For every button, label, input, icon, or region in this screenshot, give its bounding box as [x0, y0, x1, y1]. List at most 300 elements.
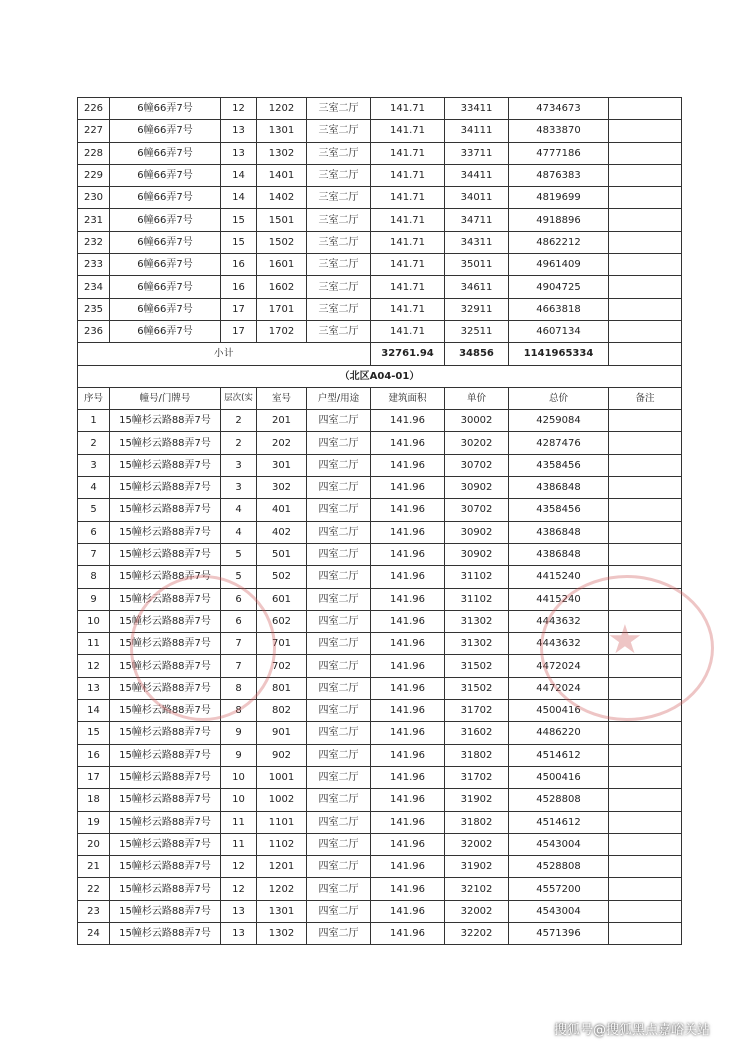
cell-area: 141.96	[371, 789, 445, 811]
cell-total: 4287476	[509, 432, 609, 454]
cell-type: 四室二厅	[307, 677, 371, 699]
cell-area: 141.71	[371, 142, 445, 164]
header-area: 建筑面积	[371, 387, 445, 409]
cell-note	[609, 521, 682, 543]
cell-note	[609, 811, 682, 833]
cell-total: 4415240	[509, 566, 609, 588]
cell-price: 34411	[445, 164, 509, 186]
cell-no: 228	[78, 142, 110, 164]
cell-bldg: 15幢杉云路88弄7号	[110, 432, 221, 454]
cell-price: 31602	[445, 722, 509, 744]
cell-price: 32002	[445, 833, 509, 855]
cell-area: 141.71	[371, 187, 445, 209]
cell-bldg: 6幢66弄7号	[110, 254, 221, 276]
cell-bldg: 15幢杉云路88弄7号	[110, 655, 221, 677]
cell-room: 1701	[257, 298, 307, 320]
cell-total: 4486220	[509, 722, 609, 744]
cell-no: 231	[78, 209, 110, 231]
cell-total: 4571396	[509, 922, 609, 944]
table-row	[78, 722, 682, 744]
cell-price: 31702	[445, 700, 509, 722]
cell-floor: 8	[221, 677, 257, 699]
cell-room: 602	[257, 610, 307, 632]
cell-area: 141.96	[371, 700, 445, 722]
cell-type: 四室二厅	[307, 410, 371, 432]
table-row	[78, 254, 682, 276]
cell-total: 4358456	[509, 454, 609, 476]
cell-type: 四室二厅	[307, 610, 371, 632]
cell-room: 1001	[257, 766, 307, 788]
cell-floor: 14	[221, 164, 257, 186]
cell-floor: 13	[221, 922, 257, 944]
cell-price: 32002	[445, 900, 509, 922]
cell-room: 1202	[257, 878, 307, 900]
cell-price: 31502	[445, 677, 509, 699]
cell-type: 四室二厅	[307, 766, 371, 788]
header-type: 户型/用途	[307, 387, 371, 409]
cell-room: 802	[257, 700, 307, 722]
cell-no: 10	[78, 610, 110, 632]
cell-floor: 10	[221, 766, 257, 788]
table-row	[78, 588, 682, 610]
cell-price: 31802	[445, 811, 509, 833]
cell-price: 31902	[445, 856, 509, 878]
table-row	[78, 164, 682, 186]
cell-total: 4472024	[509, 655, 609, 677]
cell-floor: 12	[221, 856, 257, 878]
cell-area: 141.71	[371, 254, 445, 276]
cell-floor: 8	[221, 700, 257, 722]
cell-room: 201	[257, 410, 307, 432]
cell-note	[609, 231, 682, 253]
cell-no: 226	[78, 98, 110, 120]
cell-total: 4500416	[509, 700, 609, 722]
cell-floor: 17	[221, 320, 257, 342]
cell-no: 4	[78, 477, 110, 499]
cell-total: 4543004	[509, 833, 609, 855]
seal-star-icon: ★	[607, 617, 643, 663]
cell-room: 1101	[257, 811, 307, 833]
cell-room: 301	[257, 454, 307, 476]
cell-room: 1602	[257, 276, 307, 298]
table-row	[78, 543, 682, 565]
cell-floor: 4	[221, 521, 257, 543]
cell-room: 1102	[257, 833, 307, 855]
cell-note	[609, 766, 682, 788]
price-table	[77, 97, 682, 945]
cell-no: 14	[78, 700, 110, 722]
cell-price: 31102	[445, 566, 509, 588]
cell-price: 33411	[445, 98, 509, 120]
cell-bldg: 6幢66弄7号	[110, 120, 221, 142]
cell-total: 4514612	[509, 744, 609, 766]
cell-price: 32102	[445, 878, 509, 900]
cell-total: 4443632	[509, 610, 609, 632]
cell-area: 141.71	[371, 320, 445, 342]
cell-no: 233	[78, 254, 110, 276]
cell-bldg: 6幢66弄7号	[110, 298, 221, 320]
cell-room: 902	[257, 744, 307, 766]
header-total: 总价	[509, 387, 609, 409]
cell-type: 三室二厅	[307, 276, 371, 298]
cell-total: 4876383	[509, 164, 609, 186]
cell-no: 17	[78, 766, 110, 788]
cell-total: 4862212	[509, 231, 609, 253]
cell-price: 30902	[445, 521, 509, 543]
cell-floor: 15	[221, 231, 257, 253]
cell-room: 1301	[257, 120, 307, 142]
cell-no: 7	[78, 543, 110, 565]
cell-room: 1302	[257, 142, 307, 164]
cell-floor: 12	[221, 878, 257, 900]
cell-room: 702	[257, 655, 307, 677]
cell-price: 34311	[445, 231, 509, 253]
cell-floor: 16	[221, 276, 257, 298]
cell-type: 三室二厅	[307, 298, 371, 320]
table-row	[78, 789, 682, 811]
cell-bldg: 6幢66弄7号	[110, 320, 221, 342]
cell-type: 四室二厅	[307, 633, 371, 655]
cell-total: 4443632	[509, 633, 609, 655]
cell-type: 四室二厅	[307, 477, 371, 499]
cell-room: 1201	[257, 856, 307, 878]
cell-bldg: 15幢杉云路88弄7号	[110, 633, 221, 655]
cell-no: 235	[78, 298, 110, 320]
header-price: 单价	[445, 387, 509, 409]
table-row	[78, 410, 682, 432]
cell-total: 4543004	[509, 900, 609, 922]
table-row	[78, 120, 682, 142]
subtotal-note	[609, 343, 682, 365]
cell-area: 141.71	[371, 209, 445, 231]
cell-area: 141.96	[371, 521, 445, 543]
cell-no: 11	[78, 633, 110, 655]
cell-note	[609, 499, 682, 521]
watermark: 搜狐号@搜狐黑点嘉峪关站	[553, 1023, 710, 1038]
cell-no: 236	[78, 320, 110, 342]
cell-price: 30002	[445, 410, 509, 432]
cell-area: 141.71	[371, 298, 445, 320]
cell-bldg: 15幢杉云路88弄7号	[110, 744, 221, 766]
cell-no: 1	[78, 410, 110, 432]
cell-room: 1002	[257, 789, 307, 811]
table-row	[78, 811, 682, 833]
cell-note	[609, 856, 682, 878]
table-row	[78, 700, 682, 722]
cell-type: 三室二厅	[307, 320, 371, 342]
cell-floor: 7	[221, 655, 257, 677]
cell-note	[609, 700, 682, 722]
section-title: （北区A04-01）	[78, 365, 682, 387]
cell-area: 141.71	[371, 120, 445, 142]
cell-floor: 9	[221, 744, 257, 766]
cell-type: 四室二厅	[307, 900, 371, 922]
cell-price: 31902	[445, 789, 509, 811]
cell-no: 8	[78, 566, 110, 588]
table-row	[78, 766, 682, 788]
cell-note	[609, 120, 682, 142]
table-row	[78, 610, 682, 632]
cell-price: 35011	[445, 254, 509, 276]
subtotal-area: 32761.94	[371, 343, 445, 365]
cell-note	[609, 410, 682, 432]
cell-note	[609, 789, 682, 811]
cell-total: 4386848	[509, 543, 609, 565]
cell-area: 141.96	[371, 610, 445, 632]
cell-total: 4528808	[509, 856, 609, 878]
table-row	[78, 298, 682, 320]
cell-price: 31702	[445, 766, 509, 788]
cell-note	[609, 142, 682, 164]
cell-total: 4734673	[509, 98, 609, 120]
cell-room: 402	[257, 521, 307, 543]
cell-no: 229	[78, 164, 110, 186]
cell-type: 三室二厅	[307, 231, 371, 253]
cell-area: 141.96	[371, 499, 445, 521]
table-row	[78, 566, 682, 588]
cell-type: 三室二厅	[307, 209, 371, 231]
section-title-row	[78, 365, 682, 387]
cell-no: 227	[78, 120, 110, 142]
cell-room: 1402	[257, 187, 307, 209]
cell-note	[609, 209, 682, 231]
cell-bldg: 6幢66弄7号	[110, 209, 221, 231]
cell-area: 141.96	[371, 566, 445, 588]
cell-bldg: 15幢杉云路88弄7号	[110, 900, 221, 922]
cell-room: 501	[257, 543, 307, 565]
subtotal-section	[78, 343, 682, 410]
header-no: 序号	[78, 387, 110, 409]
cell-note	[609, 254, 682, 276]
cell-bldg: 15幢杉云路88弄7号	[110, 922, 221, 944]
cell-type: 四室二厅	[307, 833, 371, 855]
cell-area: 141.96	[371, 922, 445, 944]
cell-type: 三室二厅	[307, 164, 371, 186]
cell-price: 31302	[445, 633, 509, 655]
table-row	[78, 276, 682, 298]
header-floor: 层次(实	[221, 387, 257, 409]
cell-total: 4833870	[509, 120, 609, 142]
cell-no: 9	[78, 588, 110, 610]
cell-floor: 13	[221, 142, 257, 164]
cell-floor: 11	[221, 833, 257, 855]
cell-no: 21	[78, 856, 110, 878]
cell-bldg: 15幢杉云路88弄7号	[110, 789, 221, 811]
cell-area: 141.71	[371, 231, 445, 253]
cell-area: 141.96	[371, 543, 445, 565]
cell-total: 4358456	[509, 499, 609, 521]
cell-type: 四室二厅	[307, 700, 371, 722]
cell-bldg: 15幢杉云路88弄7号	[110, 521, 221, 543]
table-row	[78, 900, 682, 922]
subtotal-label: 小计	[78, 343, 371, 365]
cell-type: 四室二厅	[307, 454, 371, 476]
cell-total: 4663818	[509, 298, 609, 320]
table-row	[78, 477, 682, 499]
cell-area: 141.96	[371, 588, 445, 610]
cell-total: 4528808	[509, 789, 609, 811]
table-row	[78, 856, 682, 878]
cell-bldg: 15幢杉云路88弄7号	[110, 410, 221, 432]
cell-type: 四室二厅	[307, 722, 371, 744]
table-row	[78, 633, 682, 655]
cell-total: 4386848	[509, 477, 609, 499]
cell-price: 32911	[445, 298, 509, 320]
cell-area: 141.96	[371, 856, 445, 878]
table-row	[78, 231, 682, 253]
cell-note	[609, 477, 682, 499]
table-row	[78, 655, 682, 677]
cell-room: 1501	[257, 209, 307, 231]
cell-type: 三室二厅	[307, 254, 371, 276]
cell-type: 三室二厅	[307, 98, 371, 120]
table-row	[78, 187, 682, 209]
cell-room: 401	[257, 499, 307, 521]
cell-floor: 14	[221, 187, 257, 209]
cell-type: 四室二厅	[307, 789, 371, 811]
header-building: 幢号/门牌号	[110, 387, 221, 409]
cell-price: 30702	[445, 454, 509, 476]
cell-floor: 5	[221, 566, 257, 588]
cell-bldg: 15幢杉云路88弄7号	[110, 722, 221, 744]
cell-room: 1502	[257, 231, 307, 253]
cell-note	[609, 98, 682, 120]
cell-room: 1301	[257, 900, 307, 922]
table-row	[78, 320, 682, 342]
table-row	[78, 922, 682, 944]
cell-note	[609, 900, 682, 922]
cell-note	[609, 432, 682, 454]
table-row	[78, 209, 682, 231]
cell-total: 4918896	[509, 209, 609, 231]
cell-price: 30702	[445, 499, 509, 521]
cell-floor: 11	[221, 811, 257, 833]
cell-note	[609, 298, 682, 320]
cell-room: 1302	[257, 922, 307, 944]
cell-bldg: 6幢66弄7号	[110, 276, 221, 298]
cell-area: 141.96	[371, 432, 445, 454]
cell-note	[609, 922, 682, 944]
table-row	[78, 878, 682, 900]
cell-floor: 4	[221, 499, 257, 521]
cell-bldg: 15幢杉云路88弄7号	[110, 766, 221, 788]
cell-total: 4415240	[509, 588, 609, 610]
table-row	[78, 499, 682, 521]
cell-room: 901	[257, 722, 307, 744]
cell-no: 5	[78, 499, 110, 521]
table-row	[78, 454, 682, 476]
cell-floor: 10	[221, 789, 257, 811]
cell-area: 141.96	[371, 833, 445, 855]
cell-type: 四室二厅	[307, 543, 371, 565]
cell-no: 2	[78, 432, 110, 454]
cell-floor: 13	[221, 120, 257, 142]
subtotal-row	[78, 343, 682, 365]
cell-area: 141.96	[371, 677, 445, 699]
cell-price: 33711	[445, 142, 509, 164]
cell-type: 四室二厅	[307, 566, 371, 588]
cell-room: 601	[257, 588, 307, 610]
cell-floor: 13	[221, 900, 257, 922]
cell-note	[609, 320, 682, 342]
cell-floor: 12	[221, 98, 257, 120]
cell-no: 20	[78, 833, 110, 855]
cell-note	[609, 744, 682, 766]
cell-room: 1601	[257, 254, 307, 276]
subtotal-price: 34856	[445, 343, 509, 365]
cell-price: 34011	[445, 187, 509, 209]
cell-total: 4386848	[509, 521, 609, 543]
cell-area: 141.96	[371, 454, 445, 476]
cell-type: 四室二厅	[307, 878, 371, 900]
cell-note	[609, 454, 682, 476]
header-room: 室号	[257, 387, 307, 409]
cell-type: 四室二厅	[307, 499, 371, 521]
cell-bldg: 15幢杉云路88弄7号	[110, 543, 221, 565]
cell-area: 141.96	[371, 410, 445, 432]
cell-bldg: 15幢杉云路88弄7号	[110, 477, 221, 499]
table-row	[78, 521, 682, 543]
cell-bldg: 6幢66弄7号	[110, 164, 221, 186]
table-row	[78, 98, 682, 120]
cell-no: 15	[78, 722, 110, 744]
cell-bldg: 15幢杉云路88弄7号	[110, 856, 221, 878]
cell-room: 202	[257, 432, 307, 454]
cell-no: 24	[78, 922, 110, 944]
cell-no: 230	[78, 187, 110, 209]
cell-price: 31302	[445, 610, 509, 632]
cell-no: 22	[78, 878, 110, 900]
cell-total: 4819699	[509, 187, 609, 209]
table-row	[78, 432, 682, 454]
cell-price: 34111	[445, 120, 509, 142]
cell-area: 141.96	[371, 766, 445, 788]
cell-type: 三室二厅	[307, 187, 371, 209]
cell-floor: 7	[221, 633, 257, 655]
cell-bldg: 15幢杉云路88弄7号	[110, 610, 221, 632]
cell-bldg: 6幢66弄7号	[110, 231, 221, 253]
cell-area: 141.96	[371, 655, 445, 677]
cell-type: 四室二厅	[307, 432, 371, 454]
cell-area: 141.96	[371, 722, 445, 744]
cell-bldg: 6幢66弄7号	[110, 142, 221, 164]
cell-price: 31802	[445, 744, 509, 766]
cell-type: 四室二厅	[307, 922, 371, 944]
cell-type: 四室二厅	[307, 811, 371, 833]
cell-note	[609, 187, 682, 209]
cell-floor: 3	[221, 454, 257, 476]
cell-note	[609, 164, 682, 186]
cell-floor: 3	[221, 477, 257, 499]
cell-price: 30902	[445, 543, 509, 565]
cell-bldg: 15幢杉云路88弄7号	[110, 833, 221, 855]
cell-price: 32511	[445, 320, 509, 342]
cell-no: 13	[78, 677, 110, 699]
cell-total: 4777186	[509, 142, 609, 164]
table-row	[78, 744, 682, 766]
cell-room: 302	[257, 477, 307, 499]
cell-type: 三室二厅	[307, 120, 371, 142]
cell-price: 30202	[445, 432, 509, 454]
cell-total: 4961409	[509, 254, 609, 276]
cell-bldg: 15幢杉云路88弄7号	[110, 677, 221, 699]
cell-room: 1202	[257, 98, 307, 120]
cell-area: 141.71	[371, 164, 445, 186]
cell-note	[609, 833, 682, 855]
cell-floor: 15	[221, 209, 257, 231]
cell-no: 232	[78, 231, 110, 253]
cell-no: 23	[78, 900, 110, 922]
